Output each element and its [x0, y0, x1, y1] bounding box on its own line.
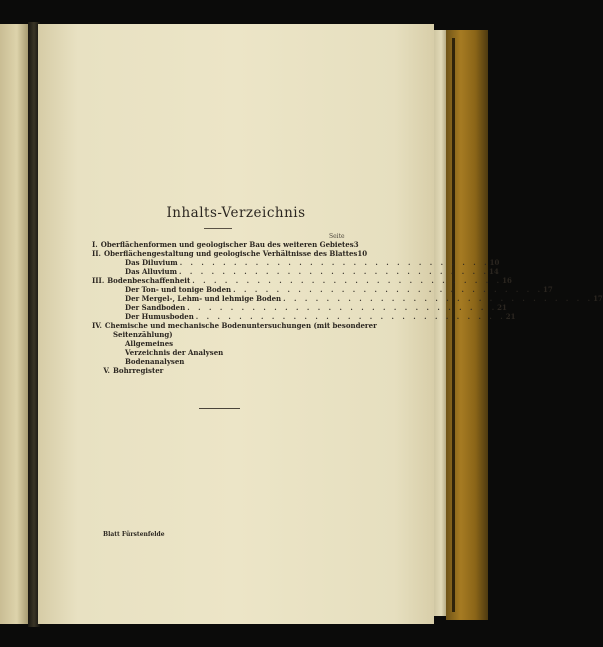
toc-entry-title: Oberflächengestaltung und geologische Verhältnisse des Blattes: [104, 249, 358, 258]
leader-dots: . . . . . . . . . . . . . . . . . . . . . . . . . . . . .: [179, 267, 489, 276]
page-column-header: Seite: [329, 233, 345, 240]
toc-entry-page: 17: [593, 294, 603, 303]
toc-entry: [125, 348, 346, 357]
toc-entry-number: IV.: [92, 321, 102, 330]
title-rule: [204, 228, 232, 229]
end-rule: [199, 408, 240, 409]
toc-entry: [125, 267, 499, 276]
toc-entry: [125, 312, 516, 321]
toc-entry: [92, 366, 346, 375]
leader-dots: . . . . . . . . . . . . . . . . . . . . . . . . . . . . .: [283, 294, 594, 303]
toc-entry: [92, 321, 377, 330]
toc-entry-page: 10: [489, 258, 500, 267]
toc-entry-title: Bodenanalysen: [125, 357, 185, 366]
leader-dots: . . . . . . . . . . . . . . . . . . . . . . . . . . . . .: [195, 312, 506, 321]
toc-entry-title: Bohrregister: [113, 366, 164, 375]
leader-dots: . . . . . . . . . . . . . . . . . . . . . . . . . . . . .: [192, 276, 503, 285]
toc-entry-title: Das Alluvium: [125, 267, 178, 276]
toc-entry-page: 17: [543, 285, 553, 294]
toc-entry: [125, 303, 507, 312]
toc-entry-title: Allgemeines: [125, 339, 174, 348]
toc-entry-title: Der Mergel-, Lehm- und lehmige Boden: [125, 294, 282, 303]
toc-entry: [125, 339, 346, 348]
toc-entry: [125, 357, 346, 366]
toc-entry-continuation: [113, 330, 346, 339]
leader-dots: . . . . . . . . . . . . . . . . . . . . . . . . . . . . .: [187, 303, 498, 312]
toc-entry-number: II.: [92, 249, 101, 258]
toc-entry: [92, 249, 368, 258]
toc-entry-number: V.: [103, 366, 110, 375]
page-title: Inhalts-Verzeichnis: [166, 205, 306, 221]
toc-entry-title: Oberflächenformen und geologischer Bau des weiteren Gebietes: [100, 240, 354, 249]
leader-dots: . . . . . . . . . . . . . . . . . . . . . . . . . . . . .: [233, 285, 544, 294]
toc-entry-number: I.: [92, 240, 98, 249]
toc-entry: [125, 258, 500, 267]
toc-entry-title: Der Ton- und tonige Boden: [125, 285, 232, 294]
toc-entry: [92, 276, 512, 285]
table-of-contents: [0, 240, 603, 380]
toc-entry-page: 10: [357, 249, 368, 258]
toc-entry-title: Der Humusboden: [125, 312, 194, 321]
toc-entry-title: Das Diluvium: [125, 258, 178, 267]
toc-entry: [92, 240, 359, 249]
leader-dots: . . . . . . . . . . . . . . . . . . . . . . . . . . . . .: [179, 258, 490, 267]
toc-entry-page: 16: [502, 276, 512, 285]
toc-entry-title: Chemische und mechanische Bodenuntersuchungen (mit besonderer: [104, 321, 377, 330]
toc-entry-title: Der Sandboden: [125, 303, 186, 312]
toc-entry-title: Bodenbeschaffenheit: [107, 276, 191, 285]
toc-entry-page: 21: [505, 312, 516, 321]
toc-entry-page: 3: [353, 240, 359, 249]
toc-entry-number: III.: [92, 276, 105, 285]
toc-entry-title: Verzeichnis der Analysen: [125, 348, 224, 357]
toc-entry: [125, 285, 553, 294]
toc-entry: [125, 294, 603, 303]
page-footer: Blatt Fürstenfelde: [103, 531, 165, 538]
toc-entry-title: Seitenzählung): [113, 330, 173, 339]
toc-entry-page: 14: [488, 267, 499, 276]
toc-entry-page: 21: [497, 303, 507, 312]
